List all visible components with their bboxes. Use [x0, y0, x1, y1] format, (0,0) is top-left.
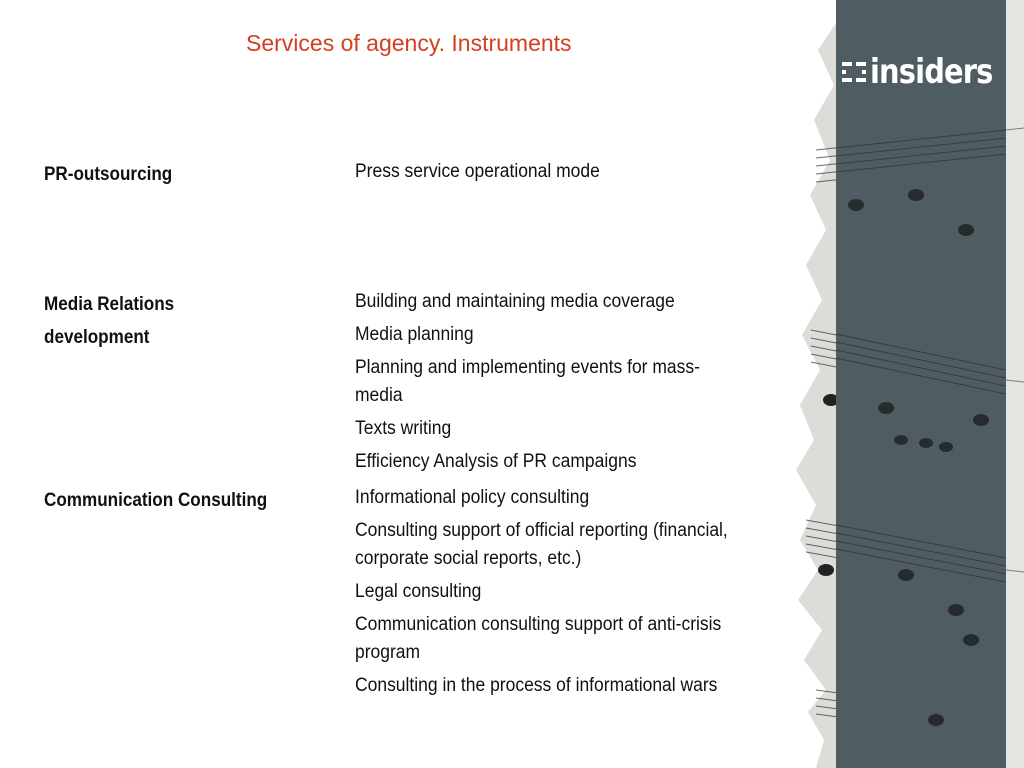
sheet-music-art [796, 0, 1024, 768]
slide-title: Services of agency. Instruments [246, 30, 572, 56]
section-heading [44, 158, 324, 191]
section-heading [44, 288, 324, 481]
section-heading [44, 484, 324, 705]
sheet-music-decoration [796, 0, 1024, 768]
section-items [355, 288, 775, 481]
section-communication-consulting [44, 484, 775, 705]
section-pr-outsourcing [44, 158, 775, 191]
list-item: Communication consulting support of anti-crisis program [355, 614, 722, 663]
section-heading-line: Communication Consulting [44, 490, 268, 511]
list-item: Planning and implementing events for mass-media [355, 357, 700, 406]
section-media-relations [44, 288, 775, 481]
section-heading-line: development [44, 327, 150, 348]
list-item: Informational policy consulting [355, 487, 590, 508]
dotted-mark-icon [842, 59, 868, 85]
list-item: Legal consulting [355, 581, 482, 602]
section-items [355, 484, 775, 705]
section-items [355, 158, 775, 191]
list-item: Efficiency Analysis of PR campaigns [355, 451, 637, 472]
list-item: Media planning [355, 324, 474, 345]
list-item: Press service operational mode [355, 161, 600, 182]
logo-text: insiders [870, 52, 993, 92]
list-item: Building and maintaining media coverage [355, 291, 675, 312]
insiders-logo [842, 52, 1014, 92]
list-item: Texts writing [355, 418, 452, 439]
list-item: Consulting in the process of informational wars [355, 675, 718, 696]
list-item: Consulting support of official reporting (financial, corporate social reports, etc.) [355, 520, 728, 569]
section-heading-line: PR-outsourcing [44, 164, 173, 185]
section-heading-line: Media Relations [44, 294, 175, 315]
